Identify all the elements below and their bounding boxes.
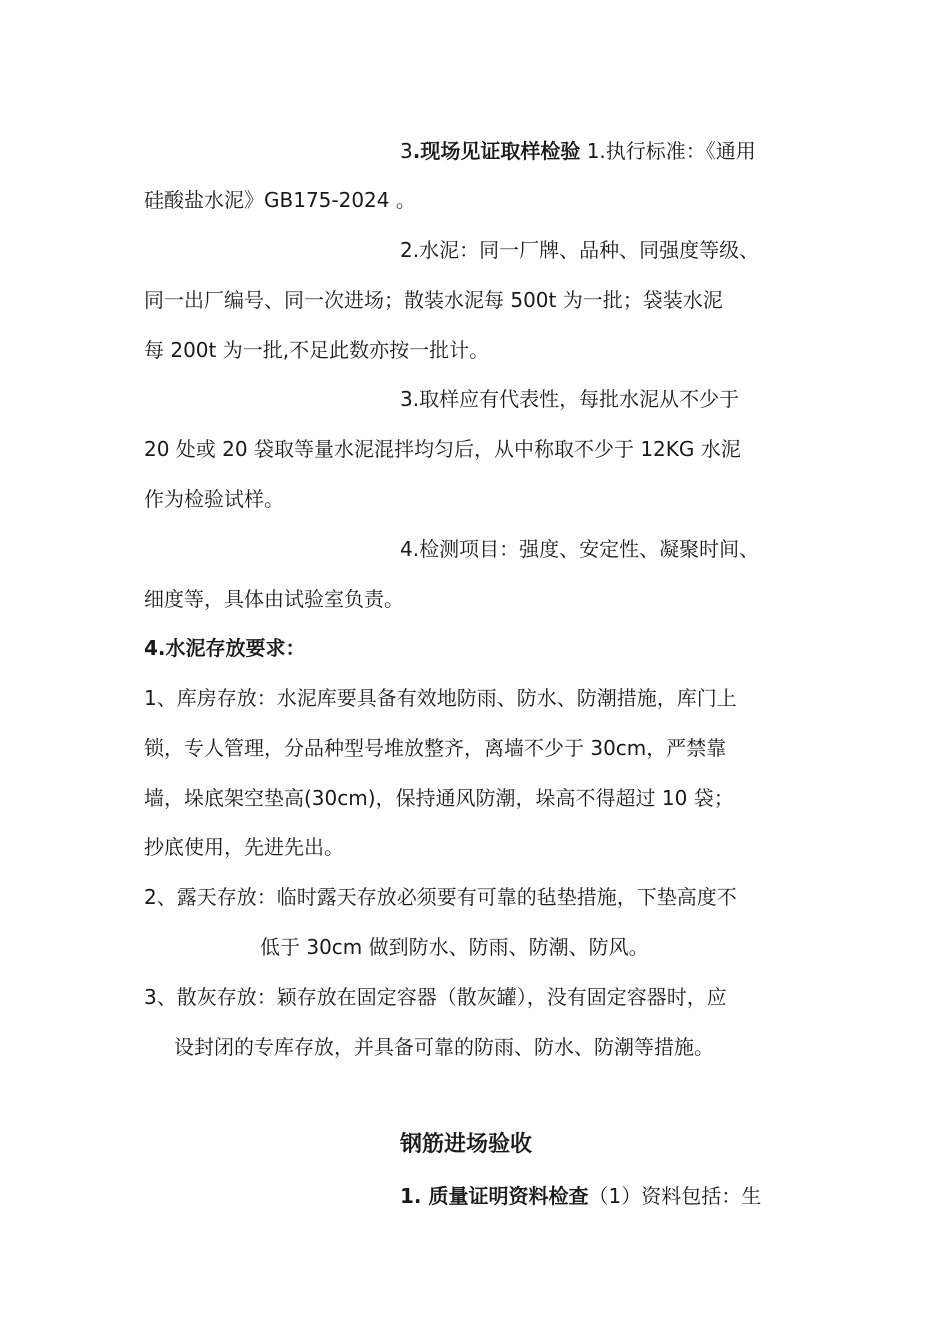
section4-item3-line2: 设封闭的专库存放，并具备可靠的防雨、防水、防潮等措施。 — [174, 1035, 714, 1059]
section3-title: .现场见证取样检验 — [412, 139, 581, 163]
rebar-item1-title: 1. 质量证明资料检查 — [400, 1184, 589, 1208]
section3-p2-start: 2.水泥：同一厂牌、品种、同强度等级、 — [400, 238, 760, 262]
section4-item2-line1: 2、露天存放：临时露天存放必须要有可靠的毡垫措施，下垫高度不 — [144, 885, 737, 909]
section3-p4-start: 4.检测项目：强度、安定性、凝聚时间、 — [400, 537, 760, 561]
rebar-item1 — [400, 1181, 761, 1211]
section3-p3-mid: 20 处或 20 袋取等量水泥混拌均匀后，从中称取不少于 12KG 水泥 — [144, 437, 741, 461]
rebar-heading: 钢筋进场验收 — [400, 1132, 533, 1157]
rebar-item1-text: （1）资料包括：生 — [588, 1184, 762, 1208]
section4-item2-line2: 低于 30cm 做到防水、防雨、防潮、防风。 — [260, 935, 649, 959]
section3-p2-mid: 同一出厂编号、同一次进场；散装水泥每 500t 为一批；袋装水泥 — [144, 288, 723, 312]
section4-item1-line2: 锁，专人管理，分品种型号堆放整齐，离墙不少于 30cm，严禁靠 — [144, 736, 727, 760]
section4-item1-line4: 抄底使用，先进先出。 — [144, 835, 344, 859]
section3-p2-end: 每 200t 为一批,不足此数亦按一批计。 — [144, 338, 490, 362]
section4-item1-line3: 墙，垛底架空垫高(30cm)，保持通风防潮，垛高不得超过 10 袋； — [144, 786, 734, 810]
section3-p1-end: 硅酸盐水泥》GB175-2024 。 — [144, 188, 416, 212]
section3-line1 — [400, 136, 756, 166]
section4-item3-line1: 3、散灰存放：颖存放在固定容器（散灰罐），没有固定容器时，应 — [144, 985, 727, 1009]
section3-title-number: 3 — [400, 139, 413, 163]
section4-title: 4.水泥存放要求： — [144, 636, 306, 660]
section3-p1-start: 1.执行标准：《通用 — [586, 139, 756, 163]
section3-p3-start: 3.取样应有代表性，每批水泥从不少于 — [400, 387, 740, 411]
section3-p3-end: 作为检验试样。 — [144, 487, 284, 511]
section4-item1-line1: 1、库房存放：水泥库要具备有效地防雨、防水、防潮措施，库门上 — [144, 686, 737, 710]
section3-p4-end: 细度等，具体由试验室负责。 — [144, 587, 404, 611]
